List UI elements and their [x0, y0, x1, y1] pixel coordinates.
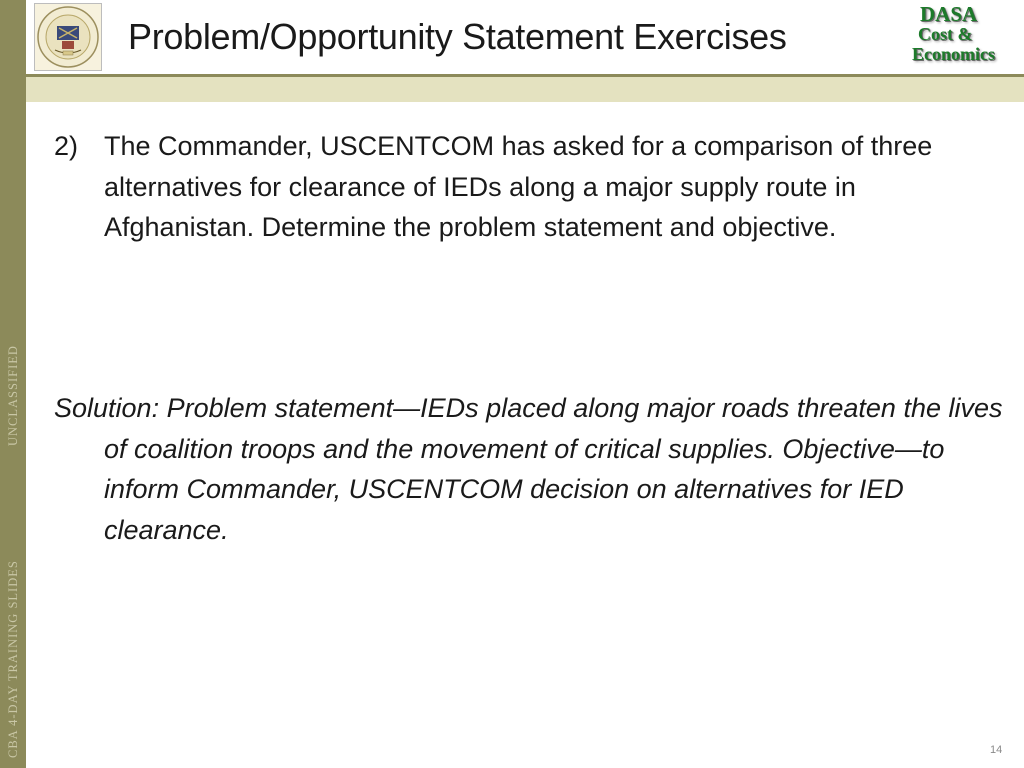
- logo-line-2: Cost &: [918, 24, 973, 44]
- question-paragraph: [54, 126, 1004, 248]
- sidebar-text: [0, 0, 26, 768]
- question-number: 2): [54, 131, 79, 161]
- solution-paragraph: [54, 388, 1004, 550]
- logo-line-1: DASA: [920, 2, 978, 26]
- logo-line-3: Economics: [912, 44, 995, 64]
- solution-text: Solution: Problem statement—IEDs placed along major roads threaten the lives of coalition troops and the movement of critical supplies. Objective—to inform Commander, USCENTCOM decision on alternatives for IED clearance.: [54, 393, 1003, 545]
- header-band: [26, 77, 1024, 102]
- classification-label: UNCLASSIFIED: [6, 345, 20, 446]
- army-seal-icon: [34, 3, 102, 71]
- course-label: CBA 4-DAY TRAINING SLIDES: [6, 560, 20, 758]
- page-title: Problem/Opportunity Statement Exercises: [128, 16, 787, 57]
- page-number: 14: [990, 744, 1003, 756]
- dasa-logo: [912, 2, 1020, 68]
- question-text: The Commander, USCENTCOM has asked for a comparison of three alternatives for clearance of IEDs along a major supply route in Afghanistan. Determine the problem statement and objective.: [104, 131, 933, 242]
